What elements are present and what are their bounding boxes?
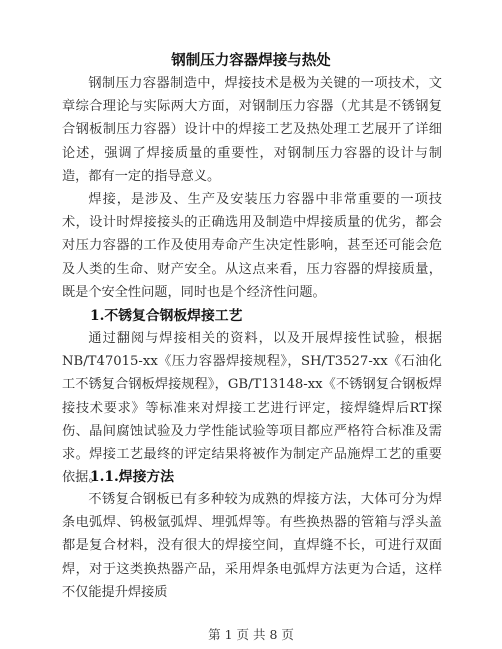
section-heading-1-1: 1.1.焊接方法 [90,469,174,485]
paragraph-welding-methods: 不锈复合钢板已有多种较为成熟的焊接方法，大体可分为焊条电弧焊、钨极氩弧焊、埋弧焊等。有些换热器的管箱与浮头盖都是复合材料，没有很大的焊接空间，直焊缝不长，可进行双面焊，对于这类换热器产品，采用焊条电弧焊方法更为合适，这样不仅能提升焊接质 [62,492,442,600]
page-number-footer: 第 1 页 共 8 页 [208,627,294,642]
paragraph-intro: 钢制压力容器制造中，焊接技术是极为关键的一项技术，文章综合理论与实际两大方面，对钢制压力容器（尤其是不锈钢复合钢板制压力容器）设计中的焊接工艺及热处理工艺展开了详细论述，强调了焊接质量的重要性，对钢制压力容器的设计与制造，都有一定的指导意义。 [62,76,442,184]
section-heading-1: 1.不锈复合钢板焊接工艺 [90,308,243,324]
paragraph-welding-importance: 焊接，是涉及、生产及安装压力容器中非常重要的一项技术，设计时焊接接头的正确选用及制造中焊接质量的优劣，都会对压力容器的工作及使用寿命产生决定性影响，甚至还可能会危及人类的生命、财产安全。从这点来看，压力容器的焊接质量，既是个安全性问题，同时也是个经济性问题。 [62,192,442,300]
paragraph-welding-standards: 通过翻阅与焊接相关的资料，以及开展焊接性试验，根据NB/T47015-xx《压力容器焊接规程》，SH/T3527-xx《石油化工不锈复合钢板焊接规程》，GB/T13148-xx《不锈钢复合钢板焊接技术要求》等标准来对焊接工艺进行评定，接焊缝焊后RT探伤、晶间腐蚀试验及力学性能试验等项目都应严格符合标准及需求。焊接工艺最终的评定结果将被作为制定产品施焊工艺的重要依据。 [62,331,442,486]
document-title: 钢制压力容器焊接与热处 [171,52,331,69]
